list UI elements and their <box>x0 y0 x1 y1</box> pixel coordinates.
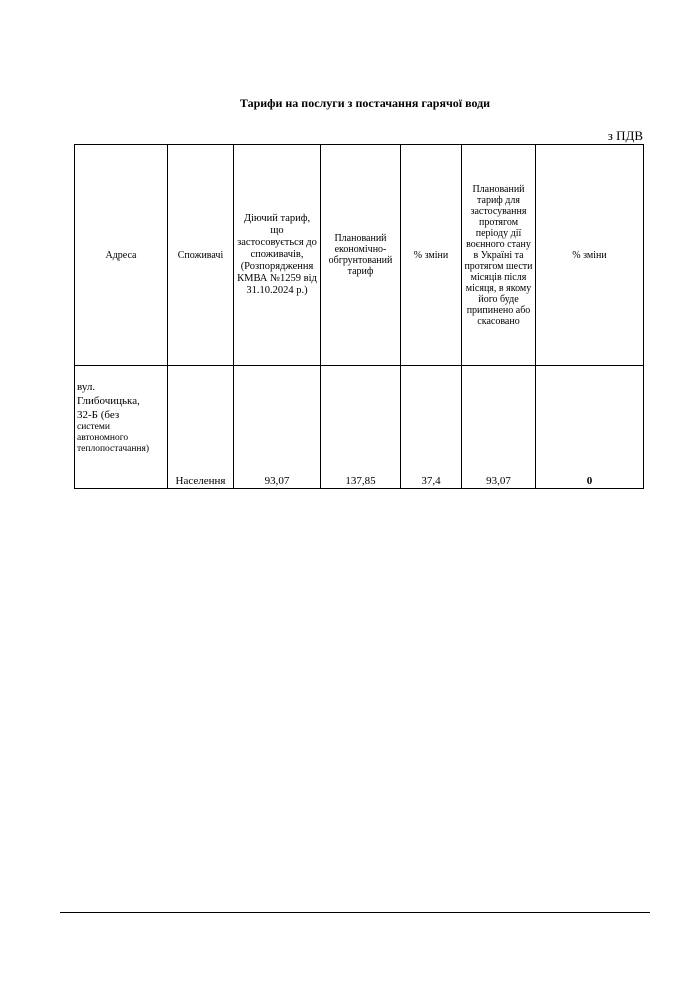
address-line: 32-Б (без <box>77 409 120 421</box>
cell-change-pct-2: 0 <box>536 366 644 489</box>
header-planned-wartime-tariff: Планований тариф для застосування протягом періоду дії воєнного стану в Україні та протягом шести місяців після місяця, в якому його буде припинено або скасовано <box>462 145 536 366</box>
cell-planned-wartime-tariff: 93,07 <box>462 366 536 489</box>
address-line: автономного <box>77 433 129 443</box>
cell-planned-tariff: 137,85 <box>321 366 401 489</box>
currency-note: з ПДВ <box>607 128 643 143</box>
header-current-tariff: Діючий тариф, що застосовується до споживачів, (Розпорядження КМВА №1259 від 31.10.2024 р.) <box>234 145 321 366</box>
cell-current-tariff: 93,07 <box>234 366 321 489</box>
address-line: системи <box>77 422 110 432</box>
header-change-pct-1: % зміни <box>401 145 462 366</box>
header-consumers: Споживачі <box>168 145 234 366</box>
footer-divider <box>60 912 650 913</box>
table-header-row <box>75 145 644 366</box>
table-row <box>75 366 644 489</box>
header-address: Адреса <box>75 145 168 366</box>
address-line: Глибочицька, <box>77 395 140 407</box>
address-line: теплопостачання) <box>77 444 150 454</box>
header-planned-tariff: Планований економічно-обгрунтований тариф <box>321 145 401 366</box>
address-line: вул. <box>77 381 96 393</box>
tariff-table <box>74 144 644 489</box>
page-title: Тарифи на послуги з постачання гарячої води <box>239 96 491 110</box>
cell-address <box>75 366 168 489</box>
cell-change-pct-1: 37,4 <box>401 366 462 489</box>
header-change-pct-2: % зміни <box>536 145 644 366</box>
cell-consumers: Населення <box>168 366 234 489</box>
